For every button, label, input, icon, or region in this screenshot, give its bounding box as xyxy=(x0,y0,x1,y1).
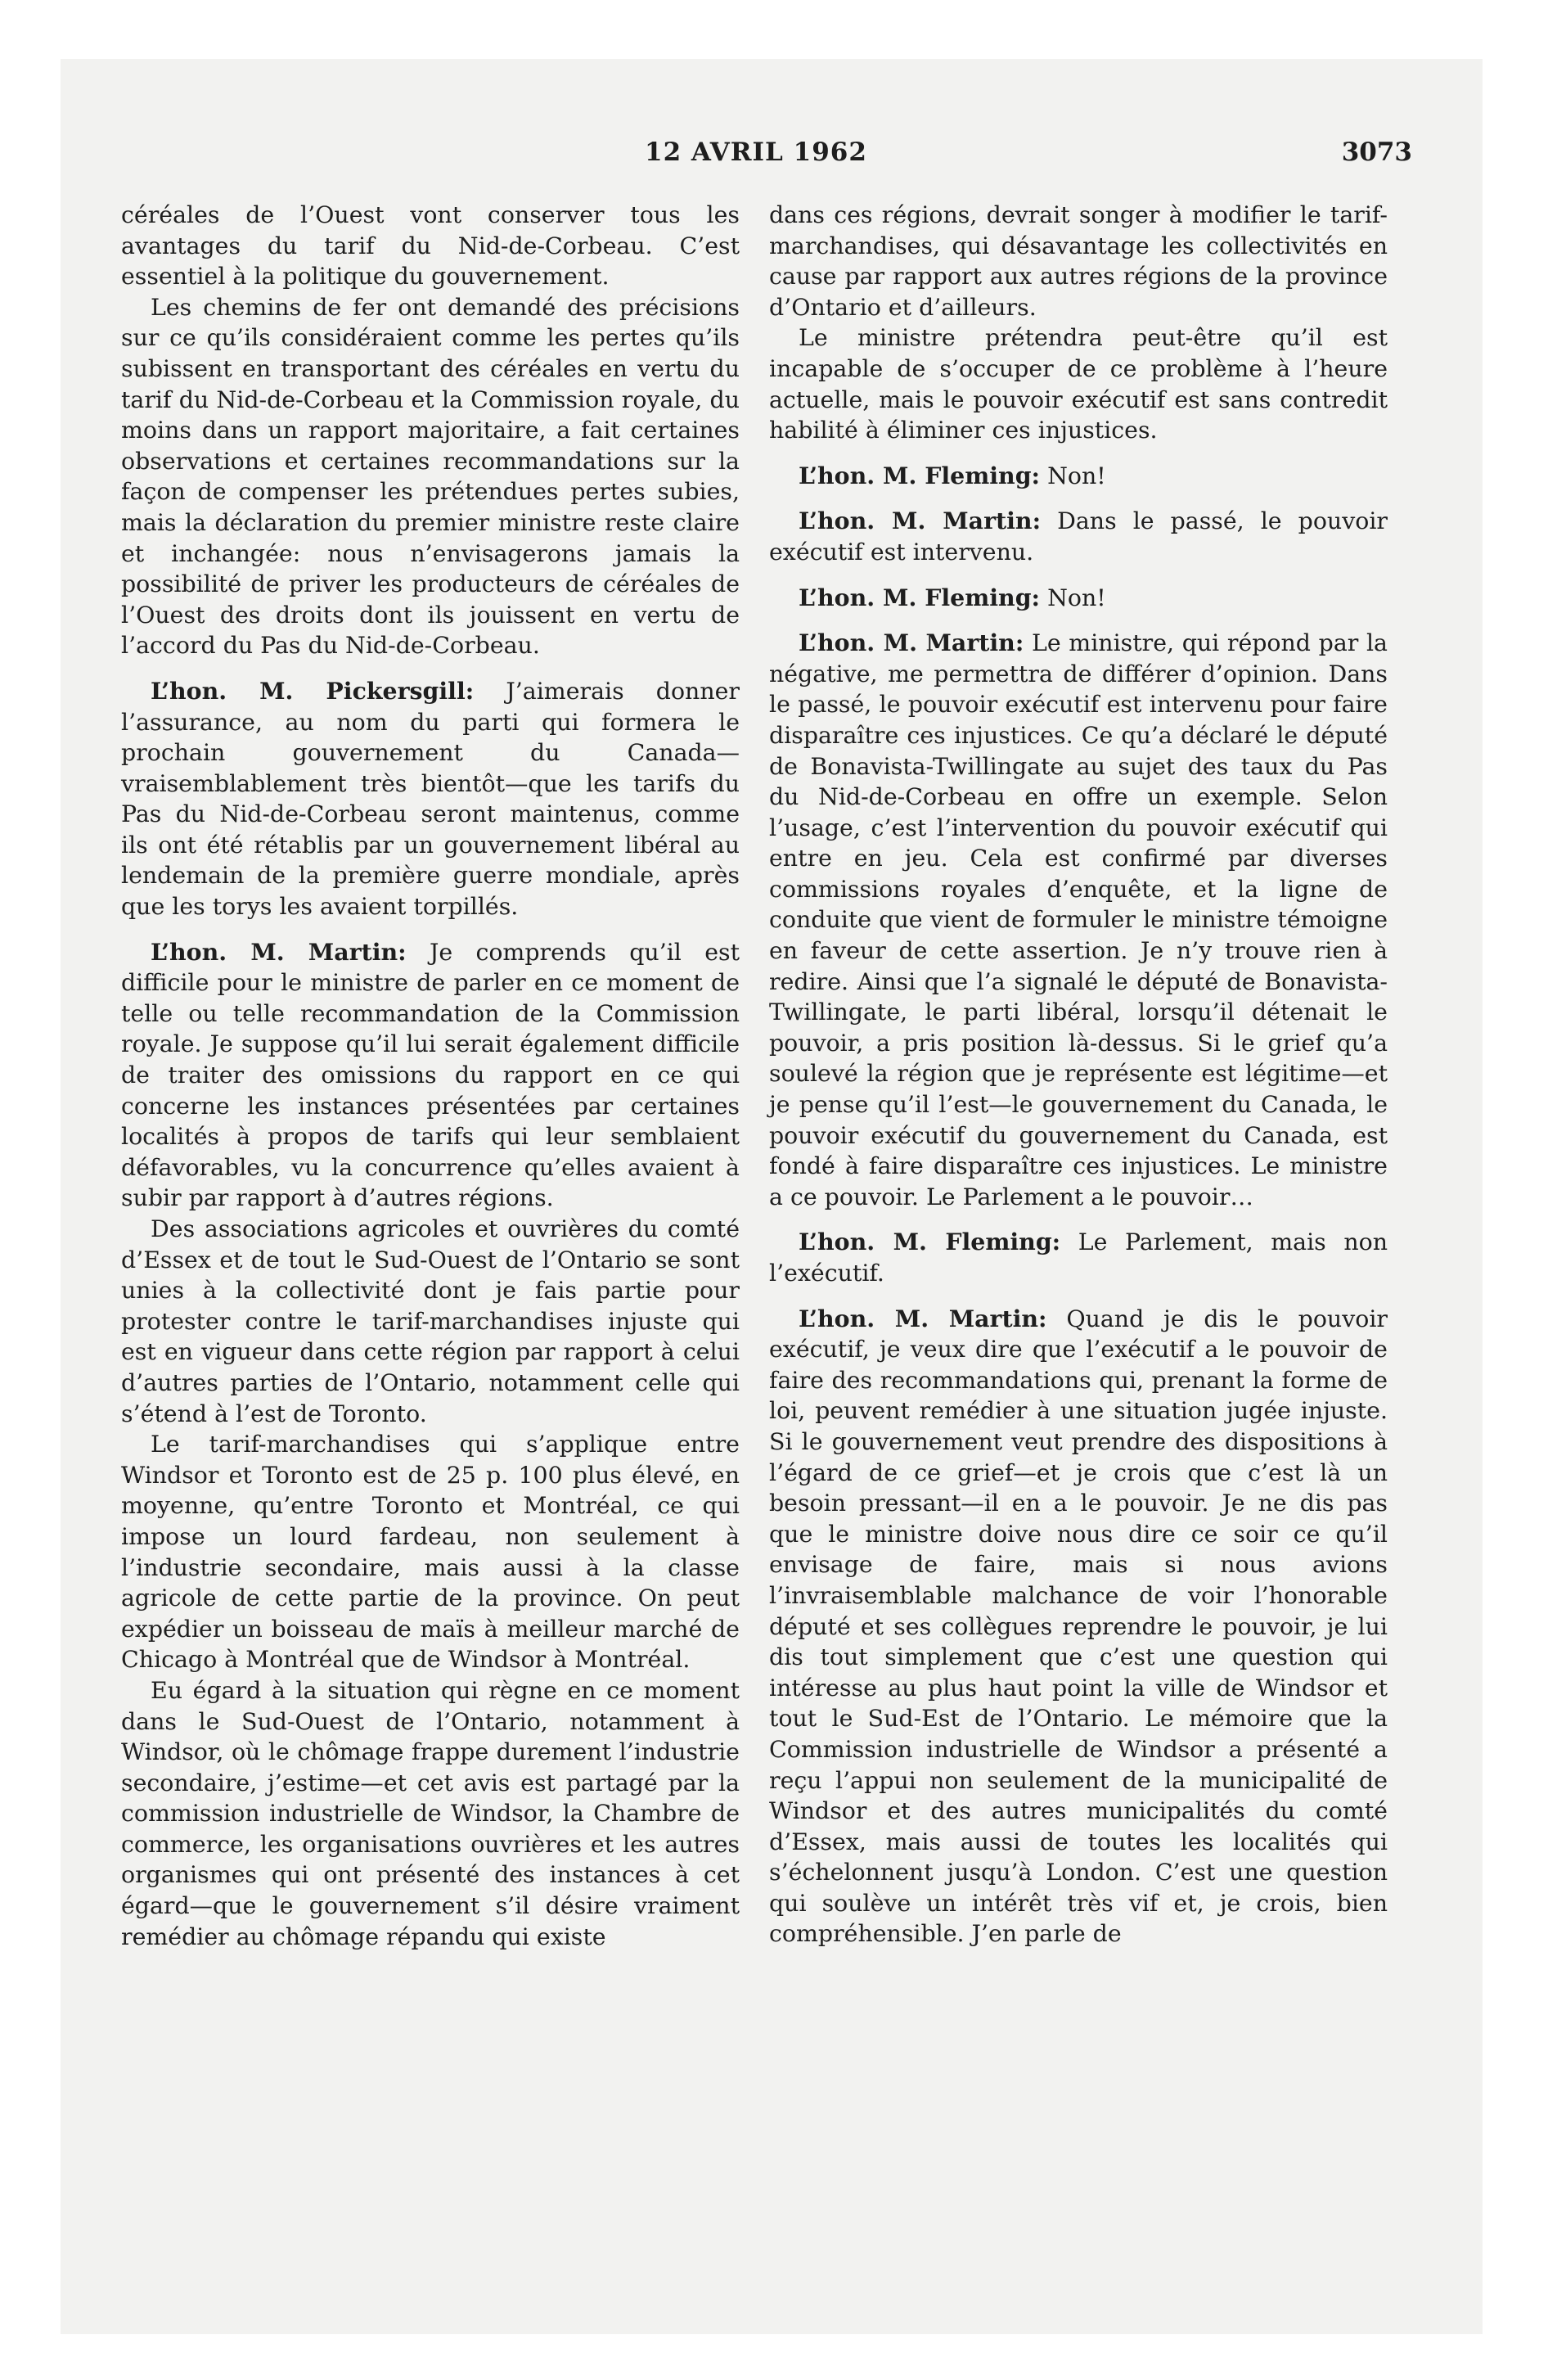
speech-entry xyxy=(769,506,1388,567)
page-date: 12 AVRIL 1962 xyxy=(645,137,867,167)
paragraph: dans ces régions, devrait songer à modifier le tarif-marchandises, qui désavantage les collectivités en cause par rapport aux autres régions de la province d’Ontario et d’ailleurs. xyxy=(769,201,1388,321)
speaker-name: L’hon. M. Fleming: xyxy=(799,1228,1061,1256)
paragraph: Le ministre prétendra peut-être qu’il est incapable de s’occuper de ce problème à l’heure actuelle, mais le pouvoir exécutif est sans contredit habilité à éliminer ces injustices. xyxy=(769,324,1388,444)
speaker-name: L’hon. M. Martin: xyxy=(799,629,1024,657)
left-column xyxy=(121,200,740,1952)
page-header xyxy=(121,137,1412,175)
speech-text: Non! xyxy=(1047,584,1106,611)
speech-entry xyxy=(121,676,740,922)
speech-text: Dans le passé, le pouvoir exécutif est intervenu. xyxy=(769,507,1388,566)
speech-text: Non! xyxy=(1047,462,1106,489)
speech-entry xyxy=(769,1227,1388,1288)
speaker-name: L’hon. M. Martin: xyxy=(799,507,1042,535)
speaker-name: L’hon. M. Pickersgill: xyxy=(151,676,475,705)
speech-entry xyxy=(769,628,1388,1212)
speech-text: Le ministre, qui répond par la négative, me permettra de différer d’opinion. Dans le passé, le pouvoir exécutif est intervenu pour faire disparaître ces injustices. Ce qu’a déclaré le député de Bonavista-Twillingate au sujet des taux du Pas du Nid-de-Corbeau en offre un exemple. Selon l’usage, c’est l’intervention du pouvoir exécutif qui entre en jeu. Cela est confirmé par diverses commissions royales d’enquête, et la ligne de conduite que vient de formuler le ministre témoigne en faveur de cette assertion. Je n’y trouve rien à redire. Ainsi que l’a signalé le député de Bonavista-Twillingate, le parti libéral, lorsqu’il détenait le pouvoir, a pris position là-dessus. Si le grief qu’a soulevé la région que je représente est légitime—et je pense qu’il l’est—le gouvernement du Canada, le pouvoir exécutif du gouvernement du Canada, est fondé à faire disparaître ces injustices. Le ministre a ce pouvoir. Le Parlement a le pouvoir… xyxy=(769,629,1388,1210)
speaker-name: L’hon. M. Martin: xyxy=(151,937,407,966)
speaker-name: L’hon. M. Fleming: xyxy=(799,461,1041,489)
speech-entry xyxy=(769,461,1388,492)
speech-entry xyxy=(121,937,740,1214)
speech-entry xyxy=(769,1304,1388,1950)
paragraph: Le tarif-marchandises qui s’applique entre Windsor et Toronto est de 25 p. 100 plus élevé, en moyenne, qu’entre Toronto et Montréal, ce qui impose un lourd fardeau, non seulement à l’industrie secondaire, mais aussi à la classe agricole de cette partie de la province. On peut expédier un boisseau de maïs à meilleur marché de Chicago à Montréal que de Windsor à Montréal. xyxy=(121,1431,740,1674)
speech-text: J’aimerais donner l’assurance, au nom du parti qui formera le prochain gouvernement du Canada—vraisemblablement très bientôt—que les tarifs du Pas du Nid-de-Corbeau seront maintenus, comme ils ont été rétablis par un gouvernement libéral au lendemain de la première guerre mondiale, après que les torys les avaient torpillés. xyxy=(121,677,740,921)
speaker-name: L’hon. M. Martin: xyxy=(799,1304,1047,1332)
paragraph: Les chemins de fer ont demandé des précisions sur ce qu’ils considéraient comme les pertes qu’ils subissent en transportant des céréales en vertu du tarif du Nid-de-Corbeau et la Commission royale, du moins dans un rapport majoritaire, a fait certaines observations et certaines recommandations sur la façon de compenser les prétendues pertes subies, mais la déclaration du premier ministre reste claire et inchangée: nous n’envisagerons jamais la possibilité de priver les producteurs de céréales de l’Ouest des droits dont ils jouissent en vertu de l’accord du Pas du Nid-de-Corbeau. xyxy=(121,293,740,660)
right-column xyxy=(769,200,1388,1950)
speech-entry xyxy=(769,583,1388,614)
speech-text: Le Parlement, mais non l’exécutif. xyxy=(769,1228,1388,1287)
speech-text: Quand je dis le pouvoir exécutif, je veux dire que l’exécutif a le pouvoir de faire des recommandations qui, prenant la forme de loi, peuvent remédier à une situation jugée injuste. Si le gouvernement veut prendre des dispositions à l’égard de ce grief—et je crois que c’est là un besoin pressant—il en a le pouvoir. Je ne dis pas que le ministre doive nous dire ce soir ce qu’il envisage de faire, mais si nous avions l’invraisemblable malchance de voir l’honorable député et ses collègues reprendre le pouvoir, je lui dis tout simplement que c’est une question qui intéresse au plus haut point la ville de Windsor et tout le Sud-Est de l’Ontario. Le mémoire que la Commission industrielle de Windsor a présenté a reçu l’appui non seulement de la municipalité de Windsor et des autres municipalités du comté d’Essex, mais aussi de toutes les localités qui s’échelonnent jusqu’à London. C’est une question qui soulève un intérêt très vif et, je crois, bien compréhensible. J’en parle de xyxy=(769,1305,1388,1948)
paragraph: Eu égard à la situation qui règne en ce moment dans le Sud-Ouest de l’Ontario, notamment à Windsor, où le chômage frappe durement l’industrie secondaire, j’estime—et cet avis est partagé par la commission industrielle de Windsor, la Chambre de commerce, les organisations ouvrières et les autres organismes qui ont présenté des instances à cet égard—que le gouvernement s’il désire vraiment remédier au chômage répandu qui existe xyxy=(121,1676,740,1950)
paragraph: céréales de l’Ouest vont conserver tous les avantages du tarif du Nid-de-Corbeau. C’est essentiel à la politique du gouvernement. xyxy=(121,201,740,291)
paragraph: Des associations agricoles et ouvrières du comté d’Essex et de tout le Sud-Ouest de l’Ontario se sont unies à la collectivité dont je fais partie pour protester contre le tarif-marchandises injuste qui est en vigueur dans cette région par rapport à celui d’autres parties de l’Ontario, notamment celle qui s’étend à l’est de Toronto. xyxy=(121,1215,740,1427)
page-number: 3073 xyxy=(1341,137,1412,167)
speech-text: Je comprends qu’il est difficile pour le ministre de parler en ce moment de telle ou telle recommandation de la Commission royale. Je suppose qu’il lui serait également difficile de traiter des omissions du rapport en ce qui concerne les instances présentées par certaines localités à propos de tarifs qui leur semblaient défavorables, vu la concurrence qu’elles avaient à subir par rapport à d’autres régions. xyxy=(121,938,740,1212)
speaker-name: L’hon. M. Fleming: xyxy=(799,583,1041,611)
